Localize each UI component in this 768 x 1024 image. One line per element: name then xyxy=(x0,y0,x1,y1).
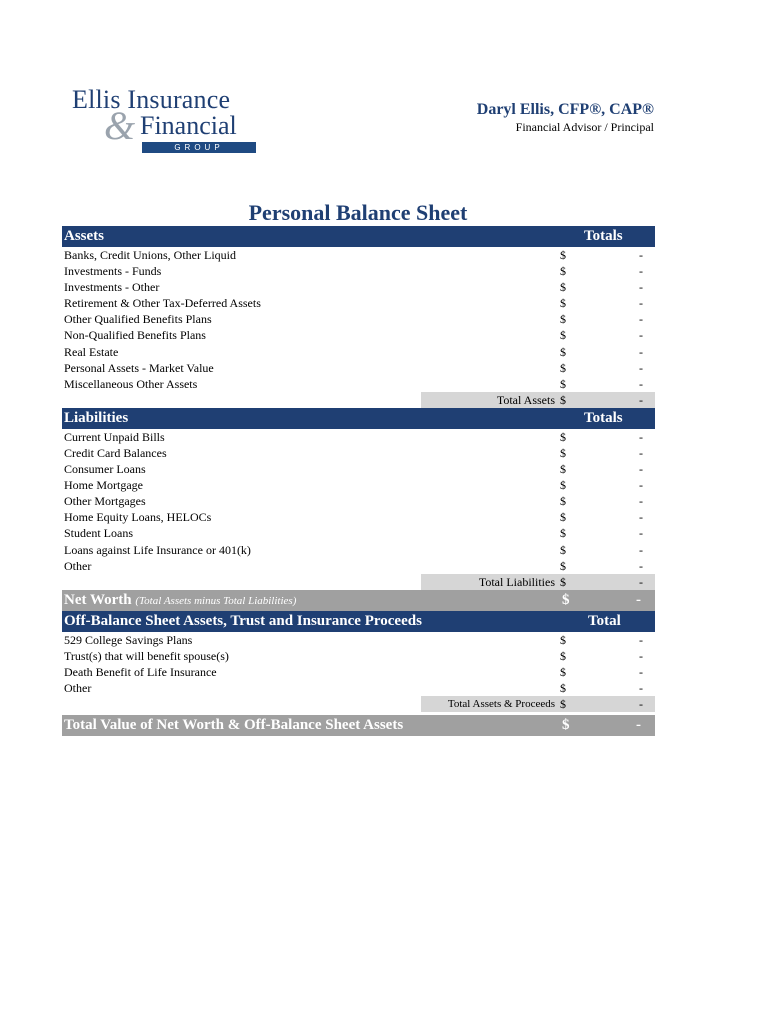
line-item-label: Retirement & Other Tax-Deferred Assets xyxy=(64,296,261,311)
grand-total-value[interactable]: - xyxy=(636,717,641,734)
line-item-row xyxy=(62,311,655,327)
line-item-row xyxy=(62,376,655,392)
page-title: Personal Balance Sheet xyxy=(248,200,468,225)
currency-symbol: $ xyxy=(560,376,566,391)
line-item-value[interactable]: - xyxy=(639,526,643,541)
line-item-label: Trust(s) that will benefit spouse(s) xyxy=(64,648,229,663)
net-worth-label xyxy=(62,592,296,609)
line-item-label: Home Mortgage xyxy=(64,478,143,493)
total-assets-value[interactable]: - xyxy=(639,392,643,407)
line-item-label: Consumer Loans xyxy=(64,462,146,477)
line-item-value[interactable]: - xyxy=(639,542,643,557)
line-item-row xyxy=(62,664,655,680)
liabilities-header xyxy=(62,408,655,429)
line-item-value[interactable]: - xyxy=(639,264,643,279)
line-item-value[interactable]: - xyxy=(639,632,643,647)
currency-symbol: $ xyxy=(560,478,566,493)
line-item-label: 529 College Savings Plans xyxy=(64,632,193,647)
line-item-value[interactable]: - xyxy=(639,558,643,573)
line-item-label: Death Benefit of Life Insurance xyxy=(64,664,217,679)
logo-line2: Financial xyxy=(140,111,237,140)
assets-rows xyxy=(62,247,655,392)
line-item-value[interactable]: - xyxy=(639,510,643,525)
currency-symbol: $ xyxy=(560,360,566,375)
net-worth-row xyxy=(62,590,655,611)
off-balance-header xyxy=(62,611,655,632)
currency-symbol: $ xyxy=(560,429,566,444)
line-item-label: Personal Assets - Market Value xyxy=(64,360,214,375)
net-worth-subtitle: (Total Assets minus Total Liabilities) xyxy=(135,594,297,607)
line-item-value[interactable]: - xyxy=(639,648,643,663)
currency-symbol: $ xyxy=(560,445,566,460)
assets-totals-label: Totals xyxy=(584,228,623,244)
grand-total-row xyxy=(62,715,655,736)
company-logo xyxy=(72,86,257,156)
net-worth-value[interactable]: - xyxy=(636,591,641,608)
assets-header xyxy=(62,226,655,247)
line-item-value[interactable]: - xyxy=(639,344,643,359)
total-liabilities-label: Total Liabilities xyxy=(478,574,555,589)
logo-line1: Ellis Insurance xyxy=(72,85,231,114)
line-item-value[interactable]: - xyxy=(639,312,643,327)
line-item-row xyxy=(62,477,655,493)
line-item-label: Banks, Credit Unions, Other Liquid xyxy=(64,248,236,262)
line-item-row xyxy=(62,247,655,263)
advisor-name: Daryl Ellis, CFP®, CAP® xyxy=(476,101,654,118)
currency-symbol: $ xyxy=(560,664,566,679)
line-item-row xyxy=(62,360,655,376)
liabilities-rows xyxy=(62,429,655,574)
line-item-row xyxy=(62,327,655,343)
currency-symbol: $ xyxy=(560,248,566,262)
currency-symbol: $ xyxy=(560,526,566,541)
advisor-block xyxy=(477,100,654,134)
currency-symbol: $ xyxy=(560,312,566,327)
total-assets-label: Total Assets xyxy=(496,392,555,407)
off-balance-rows xyxy=(62,632,655,696)
line-item-value[interactable]: - xyxy=(639,248,643,262)
line-item-row xyxy=(62,558,655,574)
currency-symbol: $ xyxy=(560,280,566,295)
currency-symbol: $ xyxy=(562,591,570,608)
line-item-row xyxy=(62,295,655,311)
line-item-label: Other xyxy=(64,558,92,573)
line-item-row xyxy=(62,344,655,360)
line-item-label: Investments - Other xyxy=(64,280,160,295)
line-item-label: Home Equity Loans, HELOCs xyxy=(64,510,212,525)
line-item-value[interactable]: - xyxy=(639,462,643,477)
line-item-label: Non-Qualified Benefits Plans xyxy=(64,328,206,343)
line-item-value[interactable]: - xyxy=(639,445,643,460)
line-item-value[interactable]: - xyxy=(639,680,643,695)
advisor-role: Financial Advisor / Principal xyxy=(515,120,654,134)
currency-symbol: $ xyxy=(560,680,566,695)
currency-symbol: $ xyxy=(560,296,566,311)
line-item-label: Student Loans xyxy=(64,526,133,541)
line-item-row xyxy=(62,263,655,279)
off-balance-header-label: Off-Balance Sheet Assets, Trust and Insurance Proceeds xyxy=(64,612,422,629)
line-item-label: Loans against Life Insurance or 401(k) xyxy=(64,542,251,557)
currency-symbol: $ xyxy=(560,462,566,477)
off-balance-totals-label: Total xyxy=(588,612,621,629)
line-item-label: Other xyxy=(64,680,92,695)
currency-symbol: $ xyxy=(560,392,566,407)
line-item-row xyxy=(62,461,655,477)
total-assets-proceeds-label: Total Assets & Proceeds xyxy=(447,698,555,711)
line-item-label: Credit Card Balances xyxy=(64,445,167,460)
currency-symbol: $ xyxy=(560,558,566,573)
line-item-row xyxy=(62,542,655,558)
line-item-label: Miscellaneous Other Assets xyxy=(64,376,198,391)
line-item-value[interactable]: - xyxy=(639,296,643,311)
assets-header-label: Assets xyxy=(64,228,104,244)
total-assets-proceeds-row xyxy=(62,696,655,712)
line-item-label: Current Unpaid Bills xyxy=(64,429,165,444)
line-item-row xyxy=(62,509,655,525)
line-item-row xyxy=(62,648,655,664)
currency-symbol: $ xyxy=(560,264,566,279)
line-item-row xyxy=(62,445,655,461)
currency-symbol: $ xyxy=(560,574,566,589)
currency-symbol: $ xyxy=(560,494,566,509)
line-item-row xyxy=(62,429,655,445)
logo-ampersand: & xyxy=(104,103,136,148)
currency-symbol: $ xyxy=(560,510,566,525)
total-liabilities-row xyxy=(62,574,655,590)
total-assets-row xyxy=(62,392,655,408)
line-item-row xyxy=(62,493,655,509)
currency-symbol: $ xyxy=(560,648,566,663)
line-item-row xyxy=(62,680,655,696)
currency-symbol: $ xyxy=(560,697,566,712)
line-item-value[interactable]: - xyxy=(639,360,643,375)
line-item-row xyxy=(62,279,655,295)
balance-sheet-table xyxy=(62,226,655,736)
currency-symbol: $ xyxy=(560,542,566,557)
line-item-row xyxy=(62,632,655,648)
line-item-row xyxy=(62,525,655,541)
logo-group-band: GROUP xyxy=(142,142,256,153)
grand-total-label: Total Value of Net Worth & Off-Balance Sheet Assets xyxy=(64,717,404,734)
liabilities-header-label: Liabilities xyxy=(64,409,129,426)
currency-symbol: $ xyxy=(560,344,566,359)
line-item-value[interactable]: - xyxy=(639,494,643,509)
line-item-value[interactable]: - xyxy=(639,429,643,444)
line-item-label: Real Estate xyxy=(64,344,119,359)
currency-symbol: $ xyxy=(560,328,566,343)
line-item-label: Investments - Funds xyxy=(64,264,162,279)
line-item-value[interactable]: - xyxy=(639,664,643,679)
line-item-label: Other Qualified Benefits Plans xyxy=(64,312,212,327)
line-item-value[interactable]: - xyxy=(639,376,643,391)
currency-symbol: $ xyxy=(562,717,570,734)
liabilities-totals-label: Totals xyxy=(584,409,623,426)
total-assets-proceeds-value[interactable]: - xyxy=(639,697,643,712)
line-item-value[interactable]: - xyxy=(639,328,643,343)
line-item-value[interactable]: - xyxy=(639,478,643,493)
net-worth-title: Net Worth xyxy=(64,591,132,608)
currency-symbol: $ xyxy=(560,632,566,647)
line-item-label: Other Mortgages xyxy=(64,494,146,509)
total-liabilities-value[interactable]: - xyxy=(639,574,643,589)
line-item-value[interactable]: - xyxy=(639,280,643,295)
